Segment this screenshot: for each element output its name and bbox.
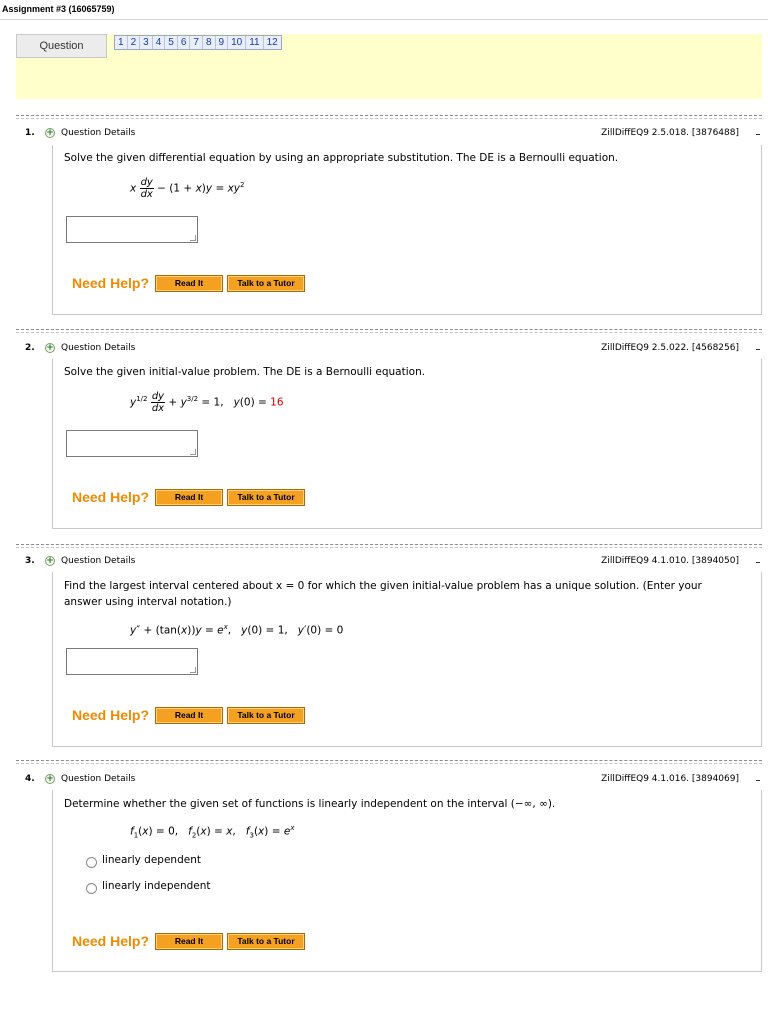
question-3-header <box>16 556 762 570</box>
answer-input[interactable] <box>66 648 198 675</box>
question-number: 4. <box>25 774 35 784</box>
expand-plus-icon[interactable]: + <box>46 774 54 784</box>
talk-to-tutor-button[interactable]: Talk to a Tutor <box>227 275 305 292</box>
question-number-links <box>114 35 282 50</box>
question-link-6[interactable]: 6 <box>178 36 191 49</box>
collapse-dash <box>756 349 760 350</box>
question-reference: ZillDiffEQ9 2.5.018. [3876488] <box>601 128 739 138</box>
question-1-equation: x $\frac{dy}{dx}$ − $(1 + x)y = xy^2$ <box>130 177 245 200</box>
question-details-link[interactable]: Question Details <box>61 556 136 566</box>
question-3-prompt-line2: answer using interval notation.) <box>64 596 232 608</box>
question-3-prompt <box>64 578 744 610</box>
question-1-header <box>16 128 762 142</box>
question-nav-label: Question <box>16 34 107 58</box>
question-separator <box>16 763 762 764</box>
resize-grip-icon[interactable] <box>190 667 196 673</box>
need-help-label: Need Help? <box>72 489 150 505</box>
question-number: 1. <box>25 128 35 138</box>
question-link-7[interactable]: 7 <box>190 36 203 49</box>
read-it-button[interactable]: Read It <box>155 275 223 292</box>
question-link-10[interactable]: 10 <box>228 36 246 49</box>
collapse-dash <box>756 562 760 563</box>
resize-grip-icon[interactable] <box>190 235 196 241</box>
question-2-prompt: Solve the given initial-value problem. The DE is a Bernoulli equation. <box>64 366 426 378</box>
collapse-dash <box>756 780 760 781</box>
read-it-button[interactable]: Read It <box>155 489 223 506</box>
assignment-title: Assignment #3 (16065759) <box>2 4 115 14</box>
radio-linearly-independent[interactable] <box>86 883 97 894</box>
question-link-2[interactable]: 2 <box>128 36 141 49</box>
question-details-link[interactable]: Question Details <box>61 774 136 784</box>
question-link-11[interactable]: 11 <box>246 36 263 49</box>
question-4-equation: $f_1(x) = 0$, $f_2(x) = x$, $f_3(x) = e^x$ <box>130 824 295 840</box>
question-2-header <box>16 343 762 357</box>
title-divider <box>0 19 768 20</box>
question-reference: ZillDiffEQ9 2.5.022. [4568256] <box>601 343 739 353</box>
question-separator <box>16 760 762 761</box>
question-link-5[interactable]: 5 <box>165 36 178 49</box>
question-3-equation: $y'' + (\tan(x))y = e^x$, y(0) = 1, y′(0) = 0 <box>130 623 344 637</box>
option-label[interactable]: linearly independent <box>102 880 211 892</box>
read-it-button[interactable]: Read It <box>155 707 223 724</box>
question-reference: ZillDiffEQ9 4.1.010. [3894050] <box>601 556 739 566</box>
initial-value: 16 <box>270 396 284 409</box>
question-navigator <box>16 34 762 99</box>
question-separator <box>16 118 762 119</box>
need-help-label: Need Help? <box>72 275 150 291</box>
question-4-header <box>16 774 762 788</box>
read-it-button[interactable]: Read It <box>155 933 223 950</box>
question-reference: ZillDiffEQ9 4.1.016. [3894069] <box>601 774 739 784</box>
resize-grip-icon[interactable] <box>190 449 196 455</box>
answer-input[interactable] <box>66 216 198 243</box>
question-link-3[interactable]: 3 <box>140 36 153 49</box>
collapse-dash <box>756 134 760 135</box>
expand-plus-icon[interactable]: + <box>46 343 54 353</box>
expand-plus-icon[interactable]: + <box>46 556 54 566</box>
question-separator <box>16 544 762 545</box>
question-number: 2. <box>25 343 35 353</box>
talk-to-tutor-button[interactable]: Talk to a Tutor <box>227 707 305 724</box>
question-3-prompt-line1: Find the largest interval centered about x = 0 for which the given initial-value problem has a unique solution. (Enter your <box>64 580 702 592</box>
expand-plus-icon[interactable]: + <box>46 128 54 138</box>
question-link-9[interactable]: 9 <box>216 36 229 49</box>
question-separator <box>16 329 762 330</box>
question-2-equation: $y^{1/2}$ $\frac{dy}{dx}$ + $y^{3/2} = 1$, y(0) = 16 <box>130 391 284 414</box>
answer-input[interactable] <box>66 430 198 457</box>
radio-linearly-dependent[interactable] <box>86 857 97 868</box>
question-4-prompt: Determine whether the given set of functions is linearly independent on the interval (−∞, ∞). <box>64 798 556 810</box>
question-link-8[interactable]: 8 <box>203 36 216 49</box>
question-separator <box>16 115 762 116</box>
question-separator <box>16 547 762 548</box>
question-number: 3. <box>25 556 35 566</box>
talk-to-tutor-button[interactable]: Talk to a Tutor <box>227 489 305 506</box>
need-help-label: Need Help? <box>72 933 150 949</box>
question-link-12[interactable]: 12 <box>266 37 278 48</box>
talk-to-tutor-button[interactable]: Talk to a Tutor <box>227 933 305 950</box>
question-link-1[interactable]: 1 <box>115 36 128 49</box>
question-link-4[interactable]: 4 <box>153 36 166 49</box>
question-details-link[interactable]: Question Details <box>61 128 136 138</box>
option-label[interactable]: linearly dependent <box>102 854 201 866</box>
question-details-link[interactable]: Question Details <box>61 343 136 353</box>
question-1-prompt: Solve the given differential equation by using an appropriate substitution. The DE is a Bernoulli equation. <box>64 152 619 164</box>
question-separator <box>16 332 762 333</box>
need-help-label: Need Help? <box>72 707 150 723</box>
